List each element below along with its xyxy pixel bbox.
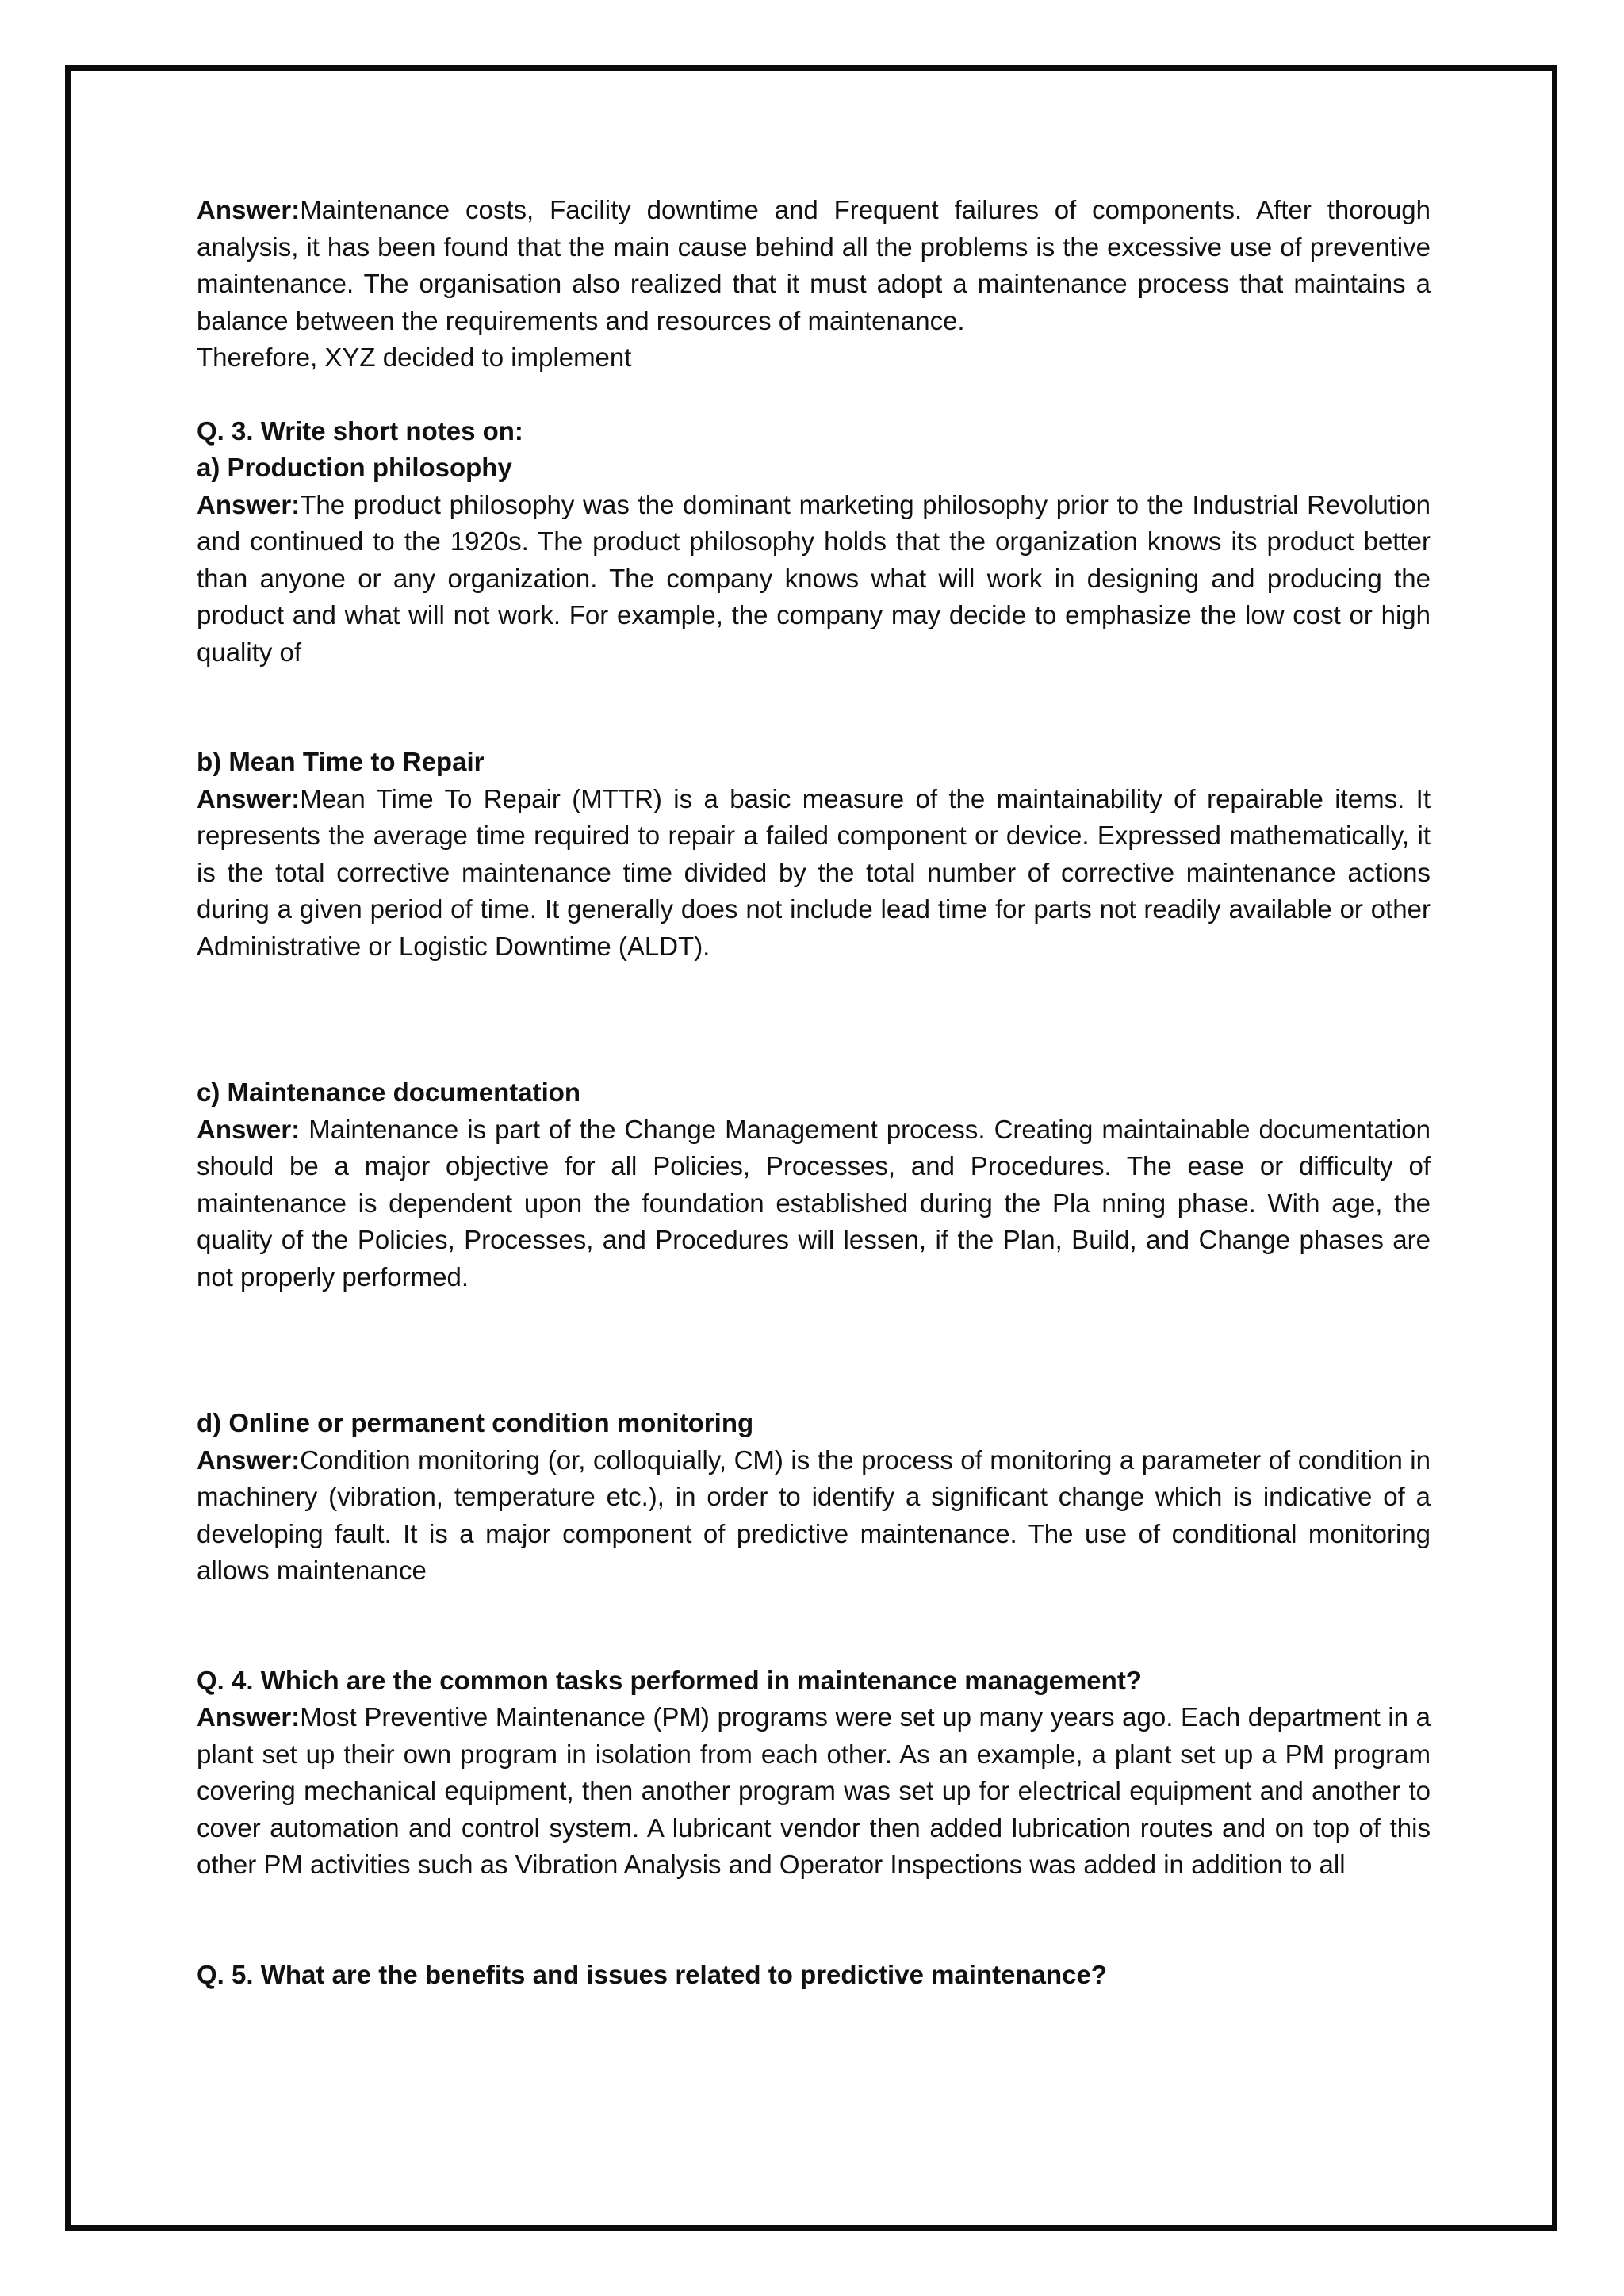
- answer-label: Answer:: [197, 489, 301, 519]
- answer-label: Answer:: [197, 783, 301, 813]
- q3a-title: a) Production philosophy: [197, 453, 512, 482]
- answer-label: Answer:: [197, 1702, 301, 1732]
- q3d-answer: [197, 1442, 1431, 1590]
- q3d-title: d) Online or permanent condition monitoring: [197, 1408, 754, 1437]
- q5-heading: Q. 5. What are the benefits and issues related to predictive maintenance?: [197, 1959, 1107, 1989]
- q3a-answer: [197, 487, 1431, 672]
- q3b-answer: [197, 781, 1431, 966]
- q3c-answer: [197, 1112, 1431, 1296]
- answer-label: Answer:: [197, 1445, 301, 1475]
- answer-text: Condition monitoring (or, colloquially, CM) is the process of monitoring a parameter of condition in machinery (vibration, temperature etc.), in order to identify a significant change which is indicative of a developing fault. It is a major component of predictive maintenance. The use of conditional monitoring allows maintenance: [197, 1445, 1431, 1585]
- answer-label: Answer:: [197, 1114, 301, 1144]
- document-body: [197, 192, 1431, 1993]
- answer-label: Answer:: [197, 195, 301, 224]
- q4-answer: [197, 1699, 1431, 1884]
- answer-text: Mean Time To Repair (MTTR) is a basic measure of the maintainability of repairable items. It represents the average time required to repair a failed component or device. Expressed mathematically, it is the total corrective maintenance time divided by the total number of corrective maintenance actions during a given period of time. It generally does not include lead time for parts not readily available or other Administrative or Logistic Downtime (ALDT).: [197, 783, 1431, 961]
- answer-text: The product philosophy was the dominant marketing philosophy prior to the Industrial Revolution and continued to the 1920s. The product philosophy holds that the organization knows its product better than anyone or any organization. The company knows what will work in designing and producing the product and what will not work. For example, the company may decide to emphasize the low cost or high quality of: [197, 489, 1431, 667]
- section1-answer: [197, 192, 1431, 377]
- q3b-title: b) Mean Time to Repair: [197, 747, 485, 776]
- q3-heading: Q. 3. Write short notes on:: [197, 415, 523, 446]
- continuation-text: Therefore, XYZ decided to implement: [197, 342, 632, 372]
- answer-text: Most Preventive Maintenance (PM) programs were set up many years ago. Each department in a plant set up their own program in isolation from each other. As an example, a plant set up a PM program covering mechanical equipment, then another program was set up for electrical equipment and another to cover automation and control system. A lubricant vendor then added lubrication routes and on top of this other PM activities such as Vibration Analysis and Operator Inspections was added in addition to all: [197, 1702, 1431, 1879]
- q4-heading: Q. 4. Which are the common tasks performed in maintenance management?: [197, 1665, 1142, 1695]
- answer-text: Maintenance costs, Facility downtime and Frequent failures of components. After thorough analysis, it has been found that the main cause behind all the problems is the excessive use of preventive maintenance. The organisation also realized that it must adopt a maintenance process that maintains a balance between the requirements and resources of maintenance.: [197, 195, 1431, 335]
- q3c-title: c) Maintenance documentation: [197, 1077, 581, 1107]
- answer-text: Maintenance is part of the Change Management process. Creating maintainable documentation should be a major objective for all Policies, Processes, and Procedures. The ease or difficulty of maintenance is dependent upon the foundation established during the Pla nning phase. With age, the quality of the Policies, Processes, and Procedures will lessen, if the Plan, Build, and Change phases are not properly performed.: [197, 1114, 1431, 1292]
